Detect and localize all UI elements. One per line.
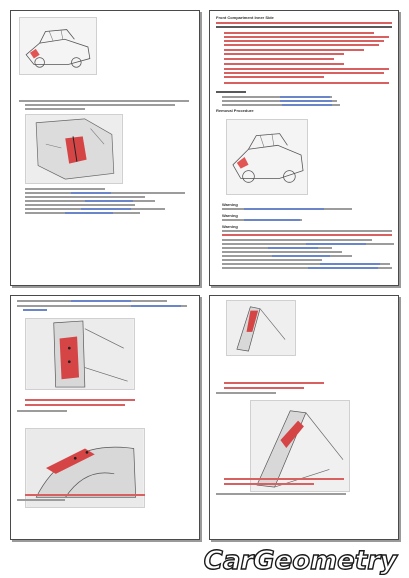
link-line[interactable] <box>244 208 324 210</box>
wheelhouse-figure <box>25 428 145 508</box>
manual-page-1 <box>10 10 200 286</box>
caution-line <box>224 53 344 55</box>
text-line <box>25 108 85 110</box>
link-line[interactable] <box>244 219 300 221</box>
rail-section-figure <box>25 114 123 184</box>
warning-label: Warning <box>222 224 238 229</box>
vehicle-body-figure <box>19 17 97 75</box>
text-line <box>222 239 372 241</box>
link-line[interactable] <box>268 247 318 249</box>
text-line <box>216 493 346 495</box>
text-line <box>17 499 65 501</box>
link-line[interactable] <box>308 267 378 269</box>
caution-line <box>224 63 344 65</box>
warning-label: Warning <box>222 202 238 207</box>
watermark-text: CarGeometry <box>203 546 397 575</box>
pillar-figure <box>226 300 296 356</box>
caution-line <box>224 82 389 84</box>
text-line <box>17 410 67 412</box>
note-line <box>25 494 145 496</box>
manual-page-2 <box>209 10 399 286</box>
text-line <box>222 259 322 261</box>
link-line[interactable] <box>65 212 113 214</box>
page-header: Front Compartment Inner Side <box>216 15 274 20</box>
link-line[interactable] <box>272 255 330 257</box>
cargeometry-watermark <box>179 543 399 575</box>
vehicle-underbody-figure <box>226 119 308 195</box>
vehicle-body-drawing <box>20 18 96 74</box>
caution-line <box>224 68 389 70</box>
link-line[interactable] <box>71 192 111 194</box>
manual-page-3 <box>10 295 200 540</box>
caution-line <box>224 49 364 51</box>
link-line[interactable] <box>71 300 131 302</box>
link-line[interactable] <box>282 104 332 106</box>
caution-line <box>224 72 384 74</box>
text-line <box>19 100 189 102</box>
text-line <box>25 204 135 206</box>
link-line[interactable] <box>131 305 181 307</box>
link-line[interactable] <box>306 243 366 245</box>
text-line <box>25 104 175 106</box>
text-line <box>216 22 392 24</box>
text-line <box>25 196 145 198</box>
caution-line <box>224 32 374 34</box>
link-line[interactable] <box>85 200 133 202</box>
text-line <box>216 26 392 28</box>
caution-line <box>224 44 379 46</box>
note-line <box>224 382 324 384</box>
caution-line <box>224 36 389 38</box>
link-line[interactable] <box>280 96 330 98</box>
text-line <box>25 188 105 190</box>
note-line <box>224 483 314 485</box>
text-line <box>222 230 392 232</box>
pillar-drawing <box>227 301 295 355</box>
note-line <box>25 399 135 401</box>
warning-label: Warning <box>222 213 238 218</box>
note-line <box>224 478 344 480</box>
rail-part-drawing <box>26 319 134 389</box>
text-line <box>222 251 342 253</box>
vehicle-underbody-drawing <box>227 120 307 194</box>
rail-section-drawing <box>26 115 122 183</box>
link-line[interactable] <box>320 263 380 265</box>
manual-page-4 <box>209 295 399 540</box>
note-line <box>224 387 304 389</box>
link-line[interactable] <box>280 100 332 102</box>
link-line[interactable] <box>23 309 47 311</box>
caution-line <box>224 40 384 42</box>
rail-part-figure <box>25 318 135 390</box>
caution-line <box>224 76 324 78</box>
watermark-logo <box>179 543 399 575</box>
section-title: Removal Procedure <box>216 108 254 113</box>
caution-line <box>222 234 392 236</box>
text-line <box>216 392 276 394</box>
note-line <box>25 404 125 406</box>
text-line <box>216 91 246 93</box>
link-line[interactable] <box>81 208 131 210</box>
caution-line <box>224 58 334 60</box>
